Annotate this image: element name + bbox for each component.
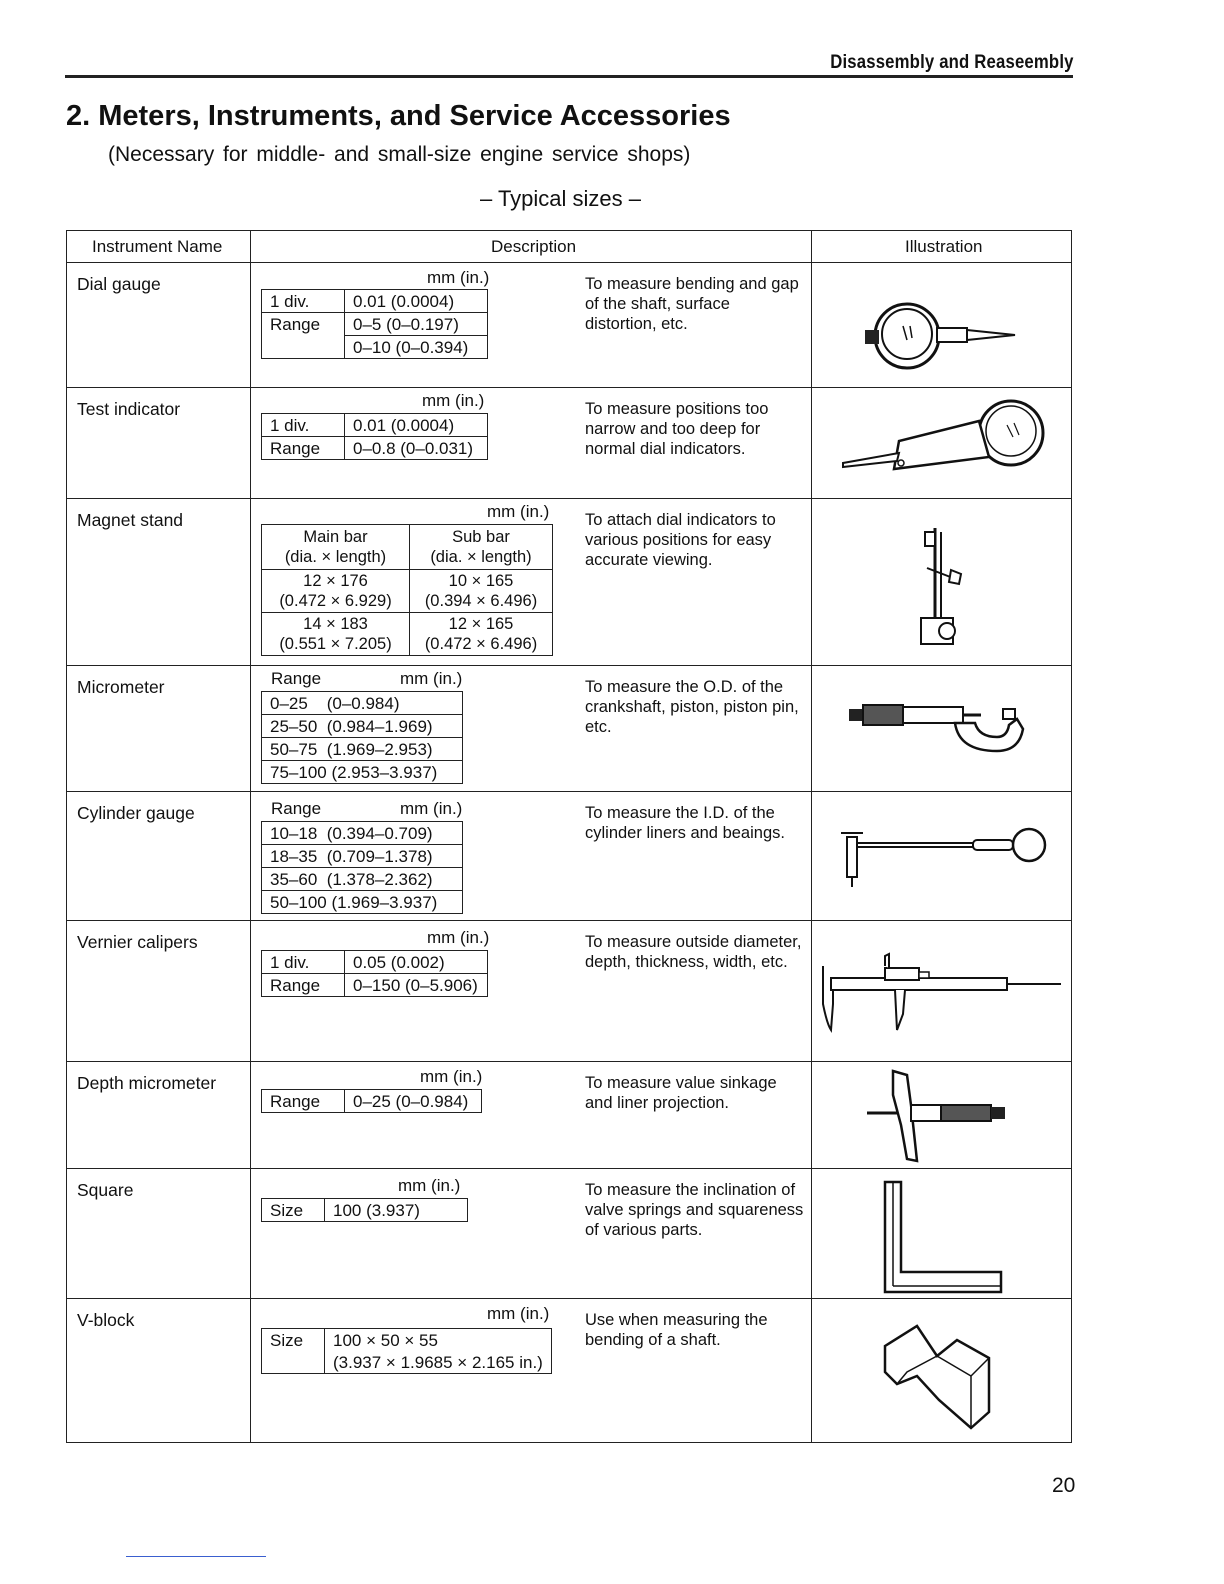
unit-label: mm (in.) bbox=[427, 928, 490, 947]
instrument-row-depth-micrometer bbox=[67, 1061, 1071, 1168]
instrument-row-vernier-calipers bbox=[67, 920, 1071, 1061]
instrument-row-cylinder-gauge bbox=[67, 791, 1071, 920]
unit-label: mm (in.) bbox=[487, 1304, 550, 1323]
size-in: (0.394 × 6.496) bbox=[424, 592, 538, 610]
header-rule bbox=[65, 75, 1073, 78]
unit-label: mm (in.) bbox=[420, 1067, 483, 1086]
div-value: 0.05 (0.002) bbox=[345, 951, 488, 974]
range-value: 0–0.8 (0–0.031) bbox=[345, 437, 488, 460]
spec-table bbox=[261, 950, 488, 997]
instrument-name: Square bbox=[77, 1180, 134, 1200]
instrument-description: Use when measuring the bending of a shaft. bbox=[585, 1311, 768, 1349]
range-label: Range bbox=[262, 437, 345, 460]
spec-table bbox=[261, 691, 463, 784]
sub-bar-size bbox=[410, 570, 553, 613]
main-bar-size bbox=[262, 613, 410, 656]
range-value: 0–25 (0–0.984) bbox=[262, 692, 463, 715]
instrument-description: To measure outside diameter, depth, thickness, width, etc. bbox=[585, 933, 802, 971]
range-value: 0–5 (0–0.197) bbox=[345, 313, 488, 336]
unit-label: mm (in.) bbox=[427, 268, 490, 287]
div-label: 1 div. bbox=[262, 414, 345, 437]
page-subtitle: (Necessary for middle- and small-size engine service shops) bbox=[108, 143, 691, 166]
instrument-description: To measure bending and gap of the shaft, surface distortion, etc. bbox=[585, 275, 799, 333]
div-label: 1 div. bbox=[262, 951, 345, 974]
range-value: 0–25 (0–0.984) bbox=[345, 1090, 482, 1113]
typical-sizes-label: – Typical sizes – bbox=[480, 186, 642, 211]
vernier-calipers-illustration bbox=[819, 944, 1065, 1054]
instrument-description: To measure value sinkage and liner projection. bbox=[585, 1074, 777, 1112]
instrument-row-test-indicator bbox=[67, 387, 1071, 498]
main-bar-header-line: Main bar bbox=[303, 528, 368, 546]
instrument-row-square bbox=[67, 1168, 1071, 1298]
instrument-row-v-block bbox=[67, 1298, 1071, 1443]
section-header: Disassembly and Reaseembly bbox=[830, 52, 1074, 73]
main-bar-header-line: (dia. × length) bbox=[284, 548, 387, 566]
main-bar-header bbox=[262, 525, 410, 570]
magnet-stand-illustration bbox=[907, 518, 977, 658]
size-value: (3.937 × 1.9685 × 2.165 in.) bbox=[325, 1351, 552, 1374]
depth-micrometer-illustration bbox=[863, 1065, 1023, 1165]
column-header-description: Description bbox=[491, 237, 577, 256]
size-label: Size bbox=[262, 1199, 325, 1222]
range-value: 50–75 (1.969–2.953) bbox=[262, 738, 463, 761]
unit-label: mm (in.) bbox=[400, 799, 463, 818]
instrument-name: Depth micrometer bbox=[77, 1073, 217, 1093]
range-label: Range bbox=[271, 669, 322, 688]
instrument-description: To measure the I.D. of the cylinder liners and beaings. bbox=[585, 804, 785, 842]
size-mm: 12 × 176 bbox=[303, 572, 368, 590]
instrument-name: Cylinder gauge bbox=[77, 803, 195, 823]
range-value: 0–10 (0–0.394) bbox=[345, 336, 488, 359]
instrument-description: To measure the inclination of valve springs and squareness of various parts. bbox=[585, 1181, 804, 1239]
spec-table bbox=[261, 821, 463, 914]
range-value: 25–50 (0.984–1.969) bbox=[262, 715, 463, 738]
unit-label: mm (in.) bbox=[400, 669, 463, 688]
spec-table bbox=[261, 1328, 552, 1374]
instrument-row-magnet-stand bbox=[67, 498, 1071, 665]
size-mm: 14 × 183 bbox=[303, 615, 368, 633]
spec-table bbox=[261, 1089, 482, 1113]
range-value: 10–18 (0.394–0.709) bbox=[262, 822, 463, 845]
instrument-name: V-block bbox=[77, 1310, 135, 1330]
instrument-description: To attach dial indicators to various positions for easy accurate viewing. bbox=[585, 511, 776, 569]
instruments-table bbox=[66, 230, 1072, 1443]
instrument-row-dial-gauge bbox=[67, 262, 1071, 387]
spec-table bbox=[261, 413, 488, 460]
column-header-illustration: Illustration bbox=[905, 237, 983, 256]
range-label: Range bbox=[262, 1090, 345, 1113]
bottom-link-line bbox=[126, 1556, 266, 1557]
unit-label: mm (in.) bbox=[487, 502, 550, 521]
test-indicator-illustration bbox=[839, 391, 1049, 481]
page-title: 2. Meters, Instruments, and Service Accessories bbox=[66, 100, 731, 132]
range-value: 50–100 (1.969–3.937) bbox=[262, 891, 463, 914]
size-in: (0.551 × 7.205) bbox=[279, 635, 392, 653]
size-value: 100 × 50 × 55 bbox=[325, 1329, 552, 1352]
size-mm: 12 × 165 bbox=[448, 615, 514, 633]
unit-label: mm (in.) bbox=[398, 1176, 461, 1195]
v-block-illustration bbox=[877, 1316, 1007, 1436]
range-value: 75–100 (2.953–3.937) bbox=[262, 761, 463, 784]
div-value: 0.01 (0.0004) bbox=[345, 414, 488, 437]
micrometer-illustration bbox=[847, 689, 1037, 769]
range-value: 35–60 (1.378–2.362) bbox=[262, 868, 463, 891]
size-mm: 10 × 165 bbox=[448, 572, 514, 590]
sub-bar-header-line: Sub bar bbox=[452, 528, 510, 546]
page-number: 20 bbox=[1052, 1474, 1076, 1497]
size-value: 100 (3.937) bbox=[325, 1199, 468, 1222]
cylinder-gauge-illustration bbox=[833, 825, 1053, 895]
size-in: (0.472 × 6.929) bbox=[279, 592, 392, 610]
range-label: Range bbox=[271, 799, 322, 818]
range-label: Range bbox=[262, 313, 345, 336]
unit-label: mm (in.) bbox=[422, 391, 485, 410]
instrument-description: To measure the O.D. of the crankshaft, piston, piston pin, etc. bbox=[585, 678, 799, 736]
instrument-row-micrometer bbox=[67, 665, 1071, 791]
column-header-name: Instrument Name bbox=[92, 237, 223, 256]
sub-bar-header-line: (dia. × length) bbox=[430, 548, 532, 566]
instrument-name: Micrometer bbox=[77, 677, 165, 697]
sub-bar-size bbox=[410, 613, 553, 656]
square-illustration bbox=[879, 1176, 1009, 1296]
spec-table bbox=[261, 289, 488, 359]
spec-table bbox=[261, 1198, 468, 1222]
range-value: 18–35 (0.709–1.378) bbox=[262, 845, 463, 868]
instrument-description: To measure positions too narrow and too deep for normal dial indicators. bbox=[585, 400, 769, 458]
dial-gauge-illustration bbox=[857, 298, 1027, 378]
instrument-name: Test indicator bbox=[77, 399, 181, 419]
size-in: (0.472 × 6.496) bbox=[424, 635, 538, 653]
size-label: Size bbox=[262, 1329, 325, 1352]
sub-bar-header bbox=[410, 525, 553, 570]
main-bar-size bbox=[262, 570, 410, 613]
instrument-name: Magnet stand bbox=[77, 510, 184, 530]
div-value: 0.01 (0.0004) bbox=[345, 290, 488, 313]
instrument-name: Dial gauge bbox=[77, 274, 161, 294]
instrument-name: Vernier calipers bbox=[77, 932, 198, 952]
range-label: Range bbox=[262, 974, 345, 997]
range-value: 0–150 (0–5.906) bbox=[345, 974, 488, 997]
div-label: 1 div. bbox=[262, 290, 345, 313]
spec-table bbox=[261, 524, 553, 656]
